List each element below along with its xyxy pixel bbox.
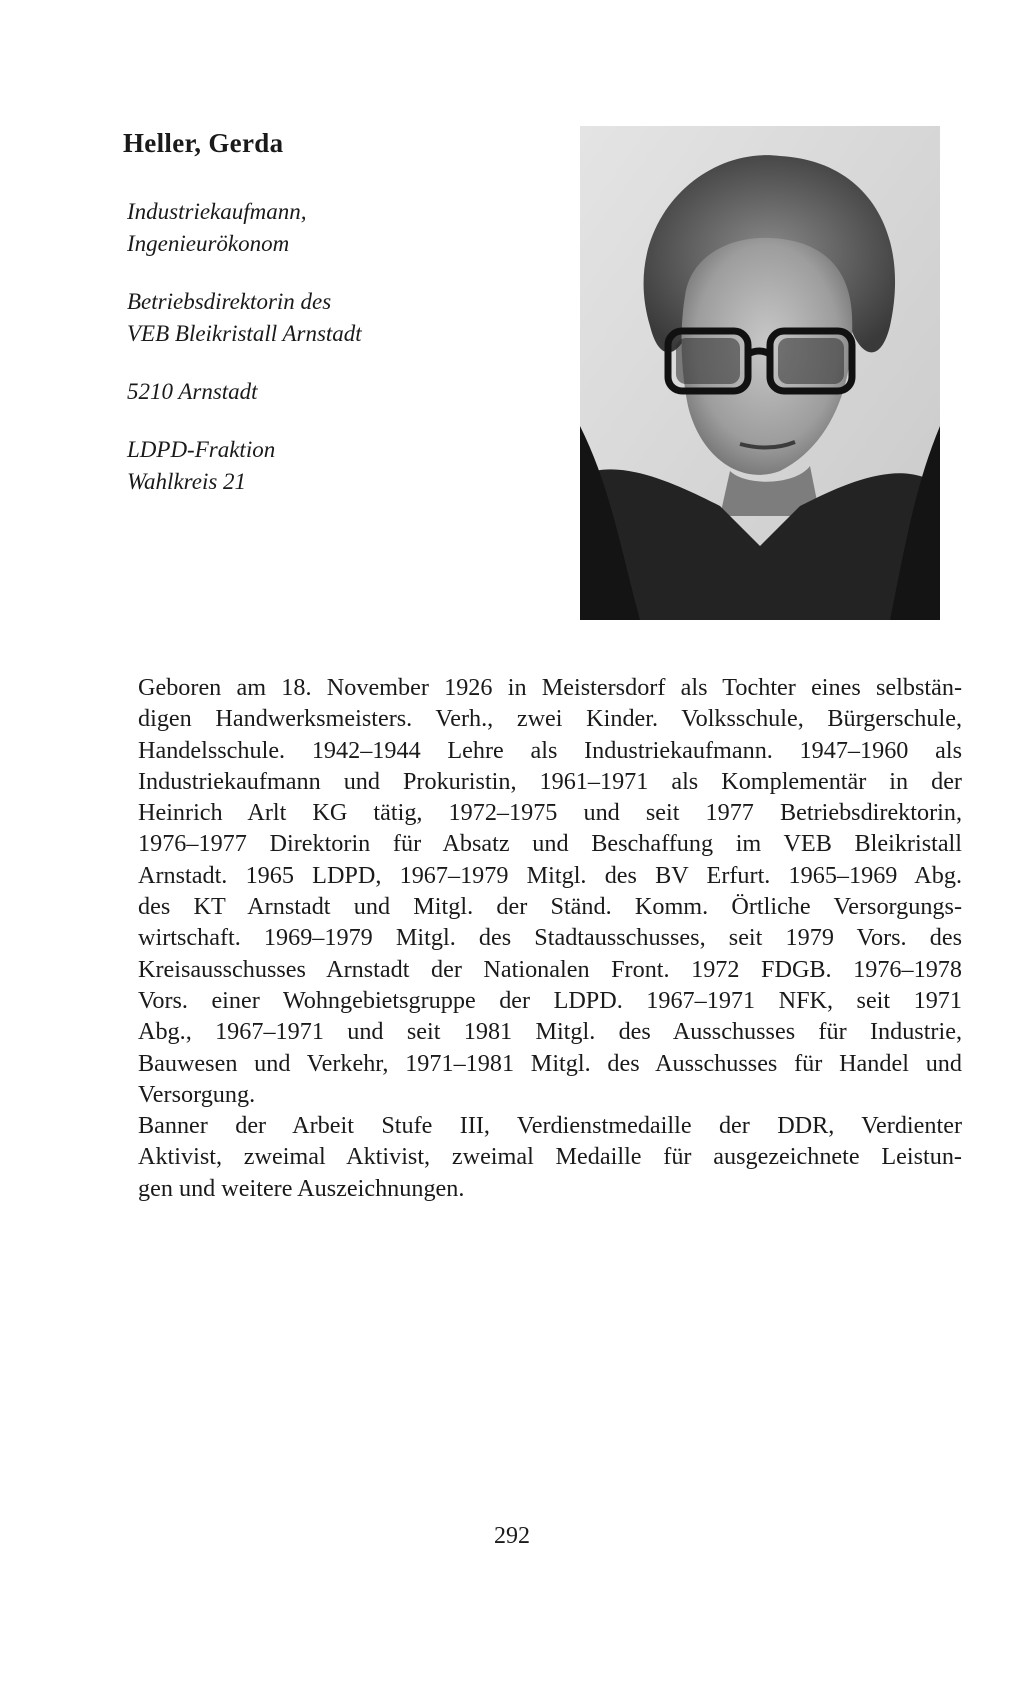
biography-line: Bauwesen und Verkehr, 1971–1981 Mitgl. des Ausschusses für Handel und	[138, 1049, 962, 1077]
person-info-block	[127, 196, 547, 498]
page-number: 292	[494, 1523, 530, 1549]
biography-line: Vors. einer Wohngebietsgruppe der LDPD. 1967–1971 NFK, seit 1971	[138, 986, 962, 1014]
biography-line: gen und weitere Auszeichnungen.	[138, 1174, 465, 1202]
biography-line: Abg., 1967–1971 und seit 1981 Mitgl. des Ausschusses für Industrie,	[138, 1018, 962, 1046]
position-line-2: VEB Bleikristall Arnstadt	[127, 321, 362, 346]
address-line: 5210 Arnstadt	[127, 379, 258, 404]
biography-text	[138, 672, 962, 1204]
profession-line-1: Industriekaufmann,	[127, 199, 307, 224]
biography-line: Industriekaufmann und Prokuristin, 1961–1971 als Komplementär in der	[138, 767, 962, 795]
biography-line: Aktivist, zweimal Aktivist, zweimal Medaille für ausgezeichnete Leistun-	[138, 1143, 962, 1171]
biography-line: des KT Arnstadt und Mitgl. der Ständ. Komm. Örtliche Versorgungs-	[138, 893, 962, 921]
biography-line: wirtschaft. 1969–1979 Mitgl. des Stadtausschusses, seit 1979 Vors. des	[138, 924, 962, 952]
person-name: Heller, Gerda	[123, 128, 284, 158]
biography-line: Versorgung.	[138, 1080, 256, 1108]
biography-line: Kreisausschusses Arnstadt der Nationalen Front. 1972 FDGB. 1976–1978	[138, 955, 962, 983]
faction-line: LDPD-Fraktion	[127, 437, 276, 462]
constituency-line: Wahlkreis 21	[127, 469, 247, 494]
biography-line: Geboren am 18. November 1926 in Meistersdorf als Tochter eines selbstän-	[138, 674, 962, 701]
biography-line: Banner der Arbeit Stufe III, Verdienstmedaille der DDR, Verdienter	[138, 1112, 962, 1140]
biography-line: 1976–1977 Direktorin für Absatz und Beschaffung im VEB Bleikristall	[138, 830, 962, 858]
portrait-photo	[580, 126, 940, 620]
biography-line: Heinrich Arlt KG tätig, 1972–1975 und seit 1977 Betriebsdirektorin,	[138, 799, 962, 827]
biography-line: Arnstadt. 1965 LDPD, 1967–1979 Mitgl. des BV Erfurt. 1965–1969 Abg.	[138, 861, 962, 889]
profession-line-2: Ingenieurökonom	[127, 231, 290, 256]
biography-line: Handelsschule. 1942–1944 Lehre als Industriekaufmann. 1947–1960 als	[138, 736, 962, 764]
position-line-1: Betriebsdirektorin des	[127, 289, 332, 314]
biography-line: digen Handwerksmeisters. Verh., zwei Kinder. Volksschule, Bürgerschule,	[138, 705, 962, 733]
